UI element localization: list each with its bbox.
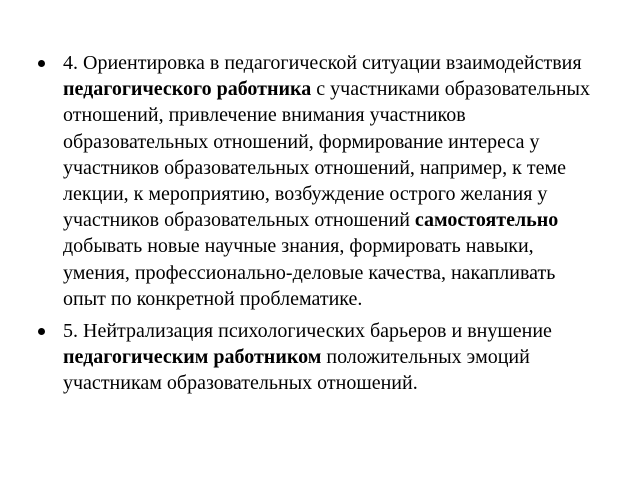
bullet-text-segment: 4. Ориентировка в педагогической ситуации взаимодействия [63,52,582,74]
bullet-dot-icon [38,328,45,335]
bullet-item-5 [38,318,600,397]
bullet-text-segment: добывать новые научные знания, формировать навыки, умения, профессионально-деловые качества, накапливать опыт по конкретной проблематике. [63,235,556,310]
bullet-text-segment: положительных эмоций участникам образовательных отношений. [63,346,530,395]
bullet-dot-icon [38,60,45,67]
bold-term-pedagogical-worker: педагогического работника [63,78,312,101]
bold-term-independently: самостоятельно [414,209,559,232]
bold-term-pedagogical-worker: педагогическим работником [63,346,322,369]
bullet-list [38,50,600,397]
bullet-text-segment: 5. Нейтрализация психологических барьеров и внушение [63,320,552,343]
bullet-item-4 [38,50,600,312]
bullet-text-segment: с участниками образовательных отношений, привлечение внимания участников образовательных отношений, формирование интереса у участников образовательных отношений, например, к теме лекции, к мероприятию, возбуждение острого желания у участников образовательных отношений [63,78,590,232]
